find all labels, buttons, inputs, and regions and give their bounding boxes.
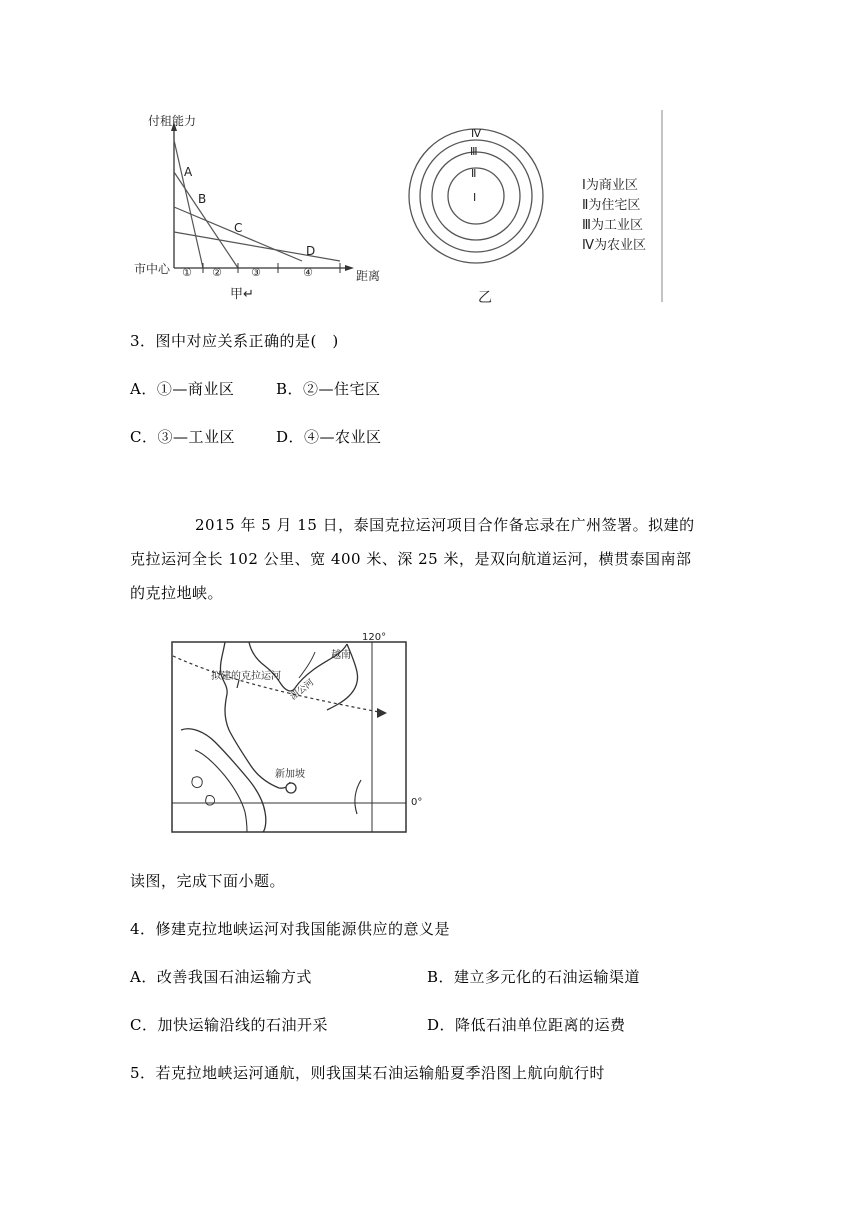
ring-label-4: Ⅳ bbox=[471, 127, 482, 140]
question-3-option-a: A．①—商业区 bbox=[130, 380, 235, 398]
passage-line-2: 克拉运河全长 102 公里、宽 400 米、深 25 米，是双向航道运河，横贯泰国南部 bbox=[130, 550, 692, 568]
vietnam-label: 越南 bbox=[331, 650, 351, 661]
question-3-option-c: C．③—工业区 bbox=[130, 428, 235, 446]
legend-item-4: Ⅳ为农业区 bbox=[582, 238, 646, 253]
zone-label-4: ④ bbox=[303, 266, 313, 279]
legend-item-2: Ⅱ为住宅区 bbox=[582, 198, 641, 213]
question-4-option-b: B．建立多元化的石油运输渠道 bbox=[427, 968, 641, 986]
origin-label: 市中心 bbox=[134, 262, 171, 276]
concentric-zone-figure bbox=[400, 110, 670, 310]
ring-label-1: Ⅰ bbox=[473, 191, 477, 204]
question-5-stem: 5．若克拉地峡运河通航，则我国某石油运输船夏季沿图上航向航行时 bbox=[130, 1064, 606, 1082]
zone-label-3: ③ bbox=[251, 266, 261, 279]
question-4-option-d: D．降低石油单位距离的运费 bbox=[427, 1016, 626, 1034]
x-axis-arrow bbox=[345, 265, 354, 271]
latitude-label: 0° bbox=[411, 797, 423, 808]
kra-canal-map bbox=[165, 630, 423, 835]
legend-item-1: Ⅰ为商业区 bbox=[582, 178, 638, 193]
question-3-option-b: B．②—住宅区 bbox=[276, 380, 381, 398]
canal-label: 拟建的克拉运河 bbox=[211, 671, 281, 682]
line-label-d: D bbox=[306, 244, 316, 258]
singapore-label: 新加坡 bbox=[275, 769, 305, 780]
question-4-stem: 4．修建克拉地峡运河对我国能源供应的意义是 bbox=[130, 920, 451, 938]
mekong-label: 湄公河 bbox=[288, 677, 317, 703]
ring-label-2: Ⅱ bbox=[471, 167, 477, 180]
figure-caption-jia: 甲↵ bbox=[230, 287, 254, 302]
y-axis-label: 付租能力 bbox=[148, 114, 197, 128]
line-label-b: B bbox=[198, 192, 207, 206]
question-4-option-c: C．加快运输沿线的石油开采 bbox=[130, 1016, 328, 1034]
legend-item-3: Ⅲ为工业区 bbox=[582, 218, 643, 233]
line-label-a: A bbox=[184, 165, 193, 179]
question-3-option-d: D．④—农业区 bbox=[276, 428, 382, 446]
bid-rent-figure bbox=[130, 110, 390, 310]
question-4-option-a: A．改善我国石油运输方式 bbox=[130, 968, 312, 986]
line-label-c: C bbox=[234, 221, 243, 235]
longitude-label: 120° bbox=[362, 632, 387, 643]
question-3-stem: 3．图中对应关系正确的是( ) bbox=[130, 332, 339, 350]
reading-instruction: 读图，完成下面小题。 bbox=[130, 872, 286, 890]
passage-line-1: 2015 年 5 月 15 日，泰国克拉运河项目合作备忘录在广州签署。拟建的 bbox=[195, 516, 695, 534]
zone-label-1: ① bbox=[182, 266, 192, 279]
x-axis-label: 距离 bbox=[356, 269, 381, 283]
zone-label-2: ② bbox=[212, 266, 222, 279]
passage-line-3: 的克拉地峡。 bbox=[130, 584, 224, 602]
ring-label-3: Ⅲ bbox=[470, 145, 478, 158]
singapore-marker bbox=[286, 783, 296, 793]
figure-caption-yi: 乙 bbox=[478, 290, 492, 306]
